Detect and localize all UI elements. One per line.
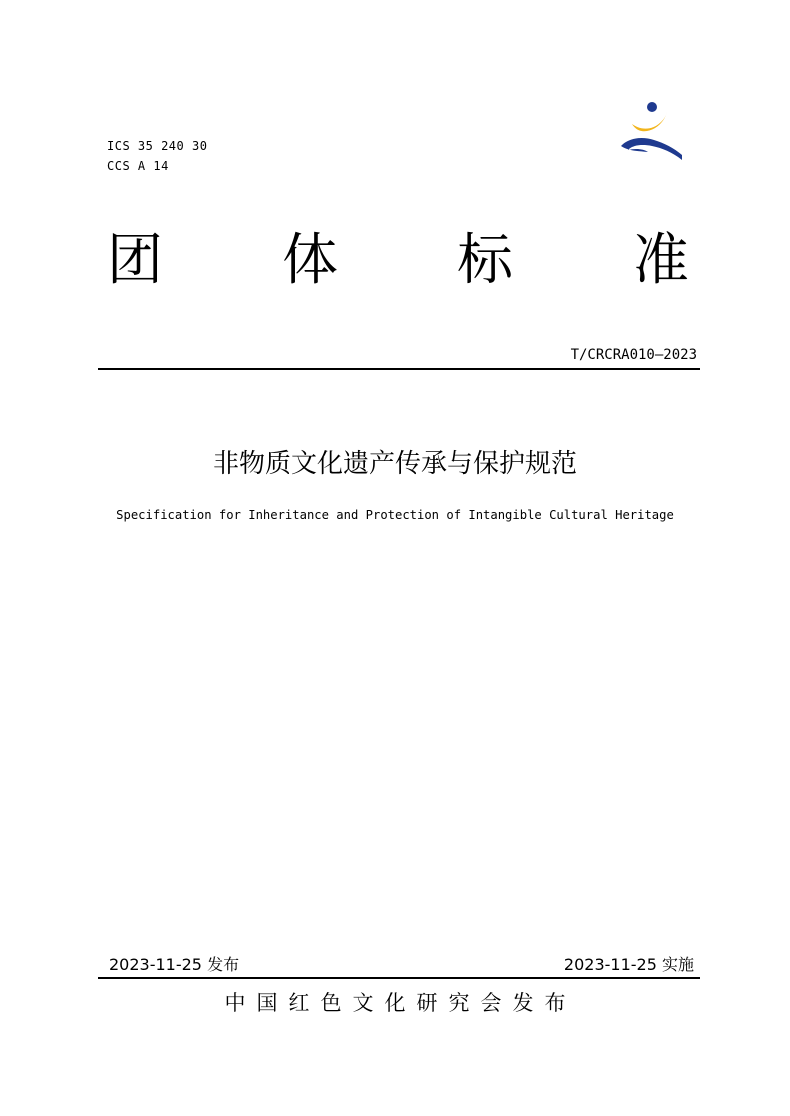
top-divider — [98, 368, 700, 370]
heading-char-2: 体 — [282, 228, 338, 293]
publish-date: 2023-11-25 发布 — [109, 955, 240, 974]
logo-wave — [621, 138, 682, 160]
chinese-title: 非物质文化遗产传承与保护规范 — [212, 449, 577, 479]
organization-logo-icon — [618, 100, 684, 162]
standard-number: T/CRCRA010—2023 — [570, 347, 697, 363]
implement-date: 2023-11-25 实施 — [563, 955, 694, 974]
ics-code: ICS 35 240 30 — [107, 139, 208, 153]
english-title: Specification for Inheritance and Protection of Intangible Cultural Heritage — [116, 508, 674, 522]
heading-char-3: 标 — [457, 228, 513, 293]
bottom-divider — [98, 977, 700, 979]
heading-char-1: 团 — [107, 228, 163, 293]
classification-codes — [107, 136, 207, 176]
logo-swoosh — [632, 112, 667, 131]
document-type-heading — [107, 226, 697, 296]
ccs-code: CCS A 14 — [107, 159, 169, 173]
logo-dot — [647, 102, 657, 112]
heading-char-4: 准 — [633, 228, 689, 293]
publisher-name: 中国红色文化研究会发布 — [224, 991, 577, 1015]
